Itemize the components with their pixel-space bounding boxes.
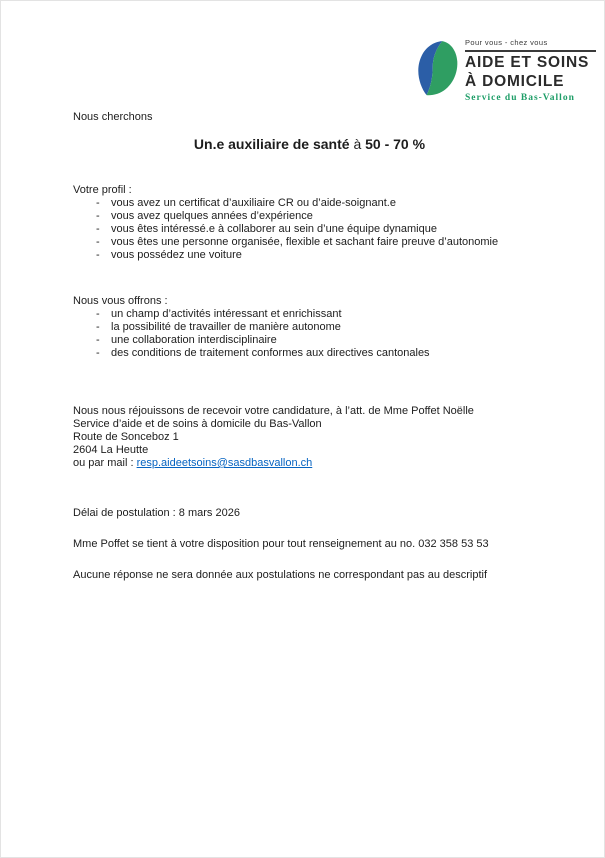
bullet-dash: - <box>96 223 100 235</box>
list-item <box>96 236 566 249</box>
bullet-dash: - <box>96 249 100 261</box>
logo-tagline: Pour vous - chez vous <box>465 38 596 52</box>
bullet-dash: - <box>96 308 100 320</box>
disclaimer-line: Aucune réponse ne sera donnée aux postulations ne correspondant pas au descriptif <box>73 569 488 581</box>
job-title-rate: 50 - 70 % <box>365 136 426 152</box>
bullet-text: vous êtes une personne organisée, flexible et sachant faire preuve d’autonomie <box>111 236 499 248</box>
list-item <box>96 321 566 334</box>
list-item <box>96 197 566 210</box>
bullet-dash: - <box>96 334 100 346</box>
mail-label: ou par mail : <box>73 457 134 469</box>
bullet-text: vous êtes intéressé.e à collaborer au sein d’une équipe dynamique <box>111 223 437 235</box>
list-item <box>96 334 566 347</box>
profile-heading: Votre profil : <box>73 184 132 196</box>
bullet-dash: - <box>96 347 100 359</box>
bullet-text: la possibilité de travailler de manière autonome <box>111 321 341 333</box>
application-block <box>73 405 566 470</box>
list-item <box>96 223 566 236</box>
logo-name-line2: À DOMICILE <box>465 73 565 90</box>
list-item <box>96 249 566 262</box>
offer-list <box>96 308 566 360</box>
bullet-text: une collaboration interdisciplinaire <box>111 334 277 346</box>
logo-subtitle: Service du Bas-Vallon <box>465 93 575 103</box>
application-line-candidature: Nous nous réjouissons de recevoir votre candidature, à l’att. de Mme Poffet Noëlle <box>73 405 474 417</box>
intro-line: Nous cherchons <box>73 111 153 123</box>
list-item <box>96 308 566 321</box>
list-item <box>96 347 566 360</box>
application-line-service: Service d’aide et de soins à domicile du Bas-Vallon <box>73 418 322 430</box>
deadline-line: Délai de postulation : 8 mars 2026 <box>73 507 240 519</box>
bullet-dash: - <box>96 321 100 333</box>
job-title-role: Un.e auxiliaire de santé <box>193 136 350 152</box>
application-mail-line <box>73 457 566 470</box>
profile-list <box>96 197 566 262</box>
email-link[interactable]: resp.aideetsoins@sasdbasvallon.ch <box>136 457 313 469</box>
bullet-dash: - <box>96 210 100 222</box>
bullet-text: un champ d’activités intéressant et enrichissant <box>111 308 342 320</box>
logo-name-line1: AIDE ET SOINS <box>465 54 590 71</box>
list-item <box>96 210 566 223</box>
application-line-street: Route de Sonceboz 1 <box>73 431 179 443</box>
application-line-city: 2604 La Heutte <box>73 444 149 456</box>
bullet-dash: - <box>96 197 100 209</box>
bullet-text: des conditions de traitement conformes aux directives cantonales <box>111 347 430 359</box>
bullet-text: vous possédez une voiture <box>111 249 242 261</box>
contact-info-line: Mme Poffet se tient à votre disposition pour tout renseignement au no. 032 358 53 53 <box>73 538 489 550</box>
bullet-text: vous avez quelques années d’expérience <box>111 210 313 222</box>
job-title <box>53 136 566 153</box>
bullet-dash: - <box>96 236 100 248</box>
job-title-connector: à <box>353 136 362 152</box>
document-content <box>1 1 605 582</box>
offer-heading: Nous vous offrons : <box>73 295 168 307</box>
bullet-text: vous avez un certificat d’auxiliaire CR ou d’aide-soignant.e <box>111 197 396 209</box>
